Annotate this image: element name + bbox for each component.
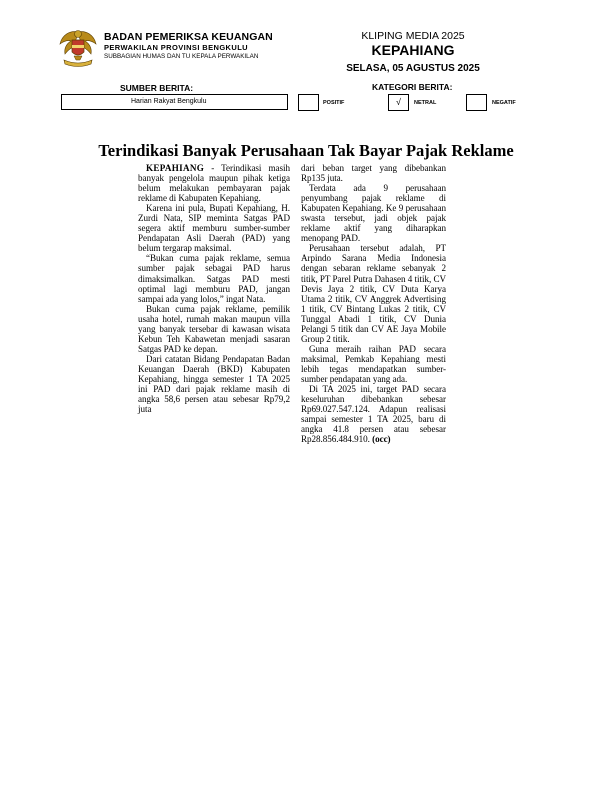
author-signature: (occ)	[372, 434, 391, 445]
category-checkbox-positif[interactable]	[298, 94, 319, 111]
article-closing-text: Di TA 2025 ini, target PAD secara keseluruhan dibebankan sebesar Rp69.027.547.124. Adapun realisasi sampai semester 1 TA 2025, baru di angka 41.8 persen atau sebesar Rp28.856.484.910.	[301, 384, 446, 445]
org-subtitle: PERWAKILAN PROVINSI BENGKULU	[104, 43, 248, 52]
category-label-positif: POSITIF	[323, 100, 345, 106]
article-paragraph: Bukan cuma pajak reklame, pemilik usaha hotel, rumah makan maupun villa yang banyak tersebar di kawasan wisata Kebun Teh Kabawetan menjadi sasaran Satgas PAD ke depan.	[138, 303, 290, 354]
org-name: BADAN PEMERIKSA KEUANGAN	[104, 31, 273, 43]
category-label-netral: NETRAL	[414, 100, 437, 106]
article-paragraph: “Bukan cuma pajak reklame, semua sumber pajak sebagai PAD harus dimaksimalkan. Satgas PAD mesti optimal lagi memburu PAD, jangan sampai ada yang lolos,” ingat Nata.	[138, 253, 290, 304]
publication-date: SELASA, 05 AGUSTUS 2025	[346, 63, 480, 74]
category-label: KATEGORI BERITA:	[372, 82, 453, 92]
source-label: SUMBER BERITA:	[120, 83, 194, 93]
article-column-right	[301, 163, 446, 444]
region-title: KEPAHIANG	[371, 42, 455, 58]
source-field: Harian Rakyat Bengkulu	[61, 94, 288, 110]
kliping-title: KLIPING MEDIA 2025	[361, 30, 465, 42]
article-paragraph-continued: dari beban target yang dibebankan Rp135 juta.	[301, 163, 446, 184]
article-paragraph: Karena ini pula, Bupati Kepahiang, H. Zurdi Nata, SIP meminta Satgas PAD segera aktif memburu sumber-sumber Pendapatan Asli Daerah (PAD) yang belum tergarap maksimal.	[138, 203, 290, 254]
category-checkbox-netral[interactable]: √	[388, 94, 409, 111]
emblem-ribbon	[64, 60, 92, 67]
article-paragraph: Terdata ada 9 perusahaan penyumbang pajak reklame di Kabupaten Kepahiang. Ke 9 perusahaan swasta tersebut, jadi objek pajak reklame aktif yang diharapkan menopang PAD.	[301, 183, 446, 244]
category-checkbox-negatif[interactable]	[466, 94, 487, 111]
emblem-head	[75, 31, 82, 38]
article-headline: Terindikasi Banyak Perusahaan Tak Bayar Pajak Reklame	[98, 141, 514, 160]
category-label-negatif: NEGATIF	[492, 100, 516, 106]
article-paragraph: Perusahaan tersebut adalah, PT Arpindo Sarana Media Indonesia dengan sebaran reklame sebanyak 2 titik, PT Parel Putra Dahasen 4 titik, CV Devis Jaya 2 titik, CV Duta Karya Utama 2 titik, CV Anggrek Advertising 1 titik, CV Bintang Lukas 2 titik, CV Tunggal Abadi 1 titik, CV Dunia Pelangi 5 titik dan CV AE Jaya Mobile Group 2 titik.	[301, 243, 446, 344]
article-lead-text: - Terindikasi masih banyak pengelola maupun pihak ketiga belum melakukan pembayaran pajak reklame di Kabupaten Kepahiang.	[138, 163, 290, 204]
article-dateline: KEPAHIANG	[146, 163, 205, 173]
org-department: SUBBAGIAN HUMAS DAN TU KEPALA PERWAKILAN	[104, 53, 259, 60]
article-paragraph	[301, 384, 446, 444]
article-paragraph	[138, 163, 290, 203]
article-column-left	[138, 163, 290, 414]
emblem-shield-band	[72, 45, 84, 48]
emblem-base	[74, 56, 82, 60]
article-paragraph: Dari catatan Bidang Pendapatan Badan Keuangan Daerah (BKD) Kabupaten Kepahiang, hingga semester 1 TA 2025 ini PAD dari pajak reklame masih di angka 58,6 persen atau sebesar Rp79,2 juta	[138, 353, 290, 415]
article-paragraph: Guna meraih raihan PAD secara maksimal, Pemkab Kepahiang mesti lebih tegas mendapatkan sumber-sumber pendapatan yang ada.	[301, 343, 446, 384]
bpk-emblem-logo	[58, 26, 98, 68]
